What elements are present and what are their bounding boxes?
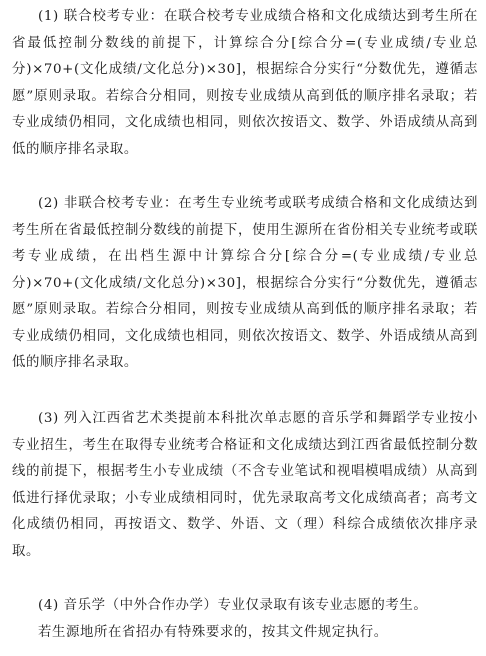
paragraph-joint-exam: (1) 联合校考专业：在联合校考专业成绩合格和文化成绩达到考生所在省最低控制分数线的前提下，计算综合分[综合分=(专业成绩/专业总分)×70+(文化成绩/文化总分)×30]，根据综合分实行“分数优先，遵循志愿”原则录取。若综合分相同，则按专业成绩从高到低的顺序排名录取；若专业成绩仍相同，文化成绩也相同，则依次按语文、数学、外语成绩从高到低的顺序排名录取。 [12, 9, 478, 157]
paragraph-non-joint-exam: (2) 非联合校考专业：在考生专业统考或联考成绩合格和文化成绩达到考生所在省最低控制分数线的前提下，使用生源所在省份相关专业统考或联考专业成绩，在出档生源中计算综合分[综合分=(专业成绩/专业总分)×70+(文化成绩/文化总分)×30]，根据综合分实行“分数优先，遵循志愿”原则录取。若综合分相同，则按专业成绩从高到低的顺序排名录取；若专业成绩仍相同，文化成绩也相同，则依次按语文、数学、外语成绩从高到低的顺序排名录取。 [12, 196, 478, 370]
paragraph-special-requirements: 若生源地所在省招办有特殊要求的，按其文件规定执行。 [38, 625, 388, 640]
paragraph-sino-foreign: (4) 音乐学（中外合作办学）专业仅录取有该专业志愿的考生。 [38, 598, 428, 613]
paragraph-music-dance: (3) 列入江西省艺术类提前本科批次单志愿的音乐学和舞蹈学专业按小专业招生，考生在取得专业统考合格证和文化成绩达到江西省最低控制分数线的前提下，根据考生小专业成绩（不含专业笔试和视唱模唱成绩）从高到低进行择优录取；小专业成绩相同时，优先录取高考文化成绩高者；高考文化成绩仍相同，再按语文、数学、外语、文（理）科综合成绩依次排序录取。 [12, 411, 478, 559]
